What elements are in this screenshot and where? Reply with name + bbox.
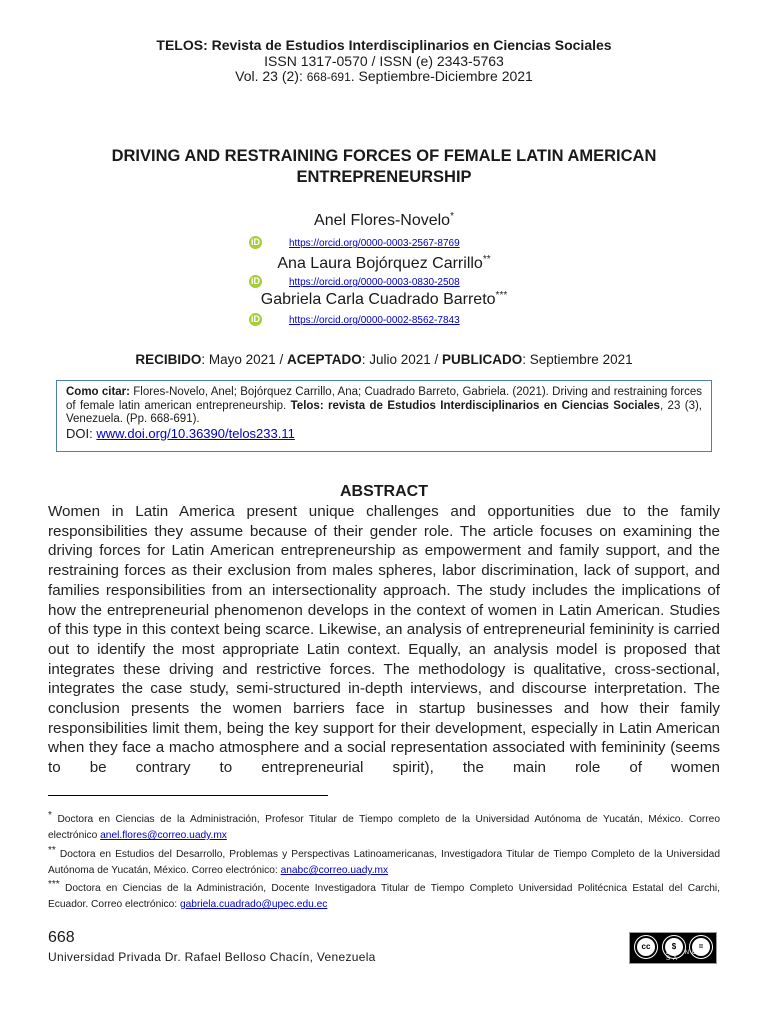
journal-title: TELOS: Revista de Estudios Interdisciplinarios en Ciencias Sociales bbox=[156, 37, 612, 53]
orcid-link-1[interactable]: https://orcid.org/0000-0003-2567-8769 bbox=[289, 238, 460, 249]
author-footnote-mark: ** bbox=[482, 254, 491, 265]
footnote-2: ** Doctora en Estudios del Desarrollo, Problemas y Perspectivas Latinoamericanas, Investigadora Titular de Tiempo Completo de la Universidad Autónoma de Yucatán, México. Correo electrónico: anabc@correo.uady.mx bbox=[48, 845, 720, 876]
volume-prefix: Vol. 23 (2): bbox=[235, 68, 307, 84]
abstract-text: Women in Latin America present unique challenges and opportunities due to the family responsibilities they assume because of their gender role. The article focuses on examining the driving forces for Latin American entrepreneurship as empowerment and family support, and the restraining forces as their exclusion from males spheres, labor discrimination, lack of support, and families responsibilities from an intersectionality approach. The study includes the implications of how the entrepreneurial phenomenon develops in the context of women in Latin American. Studies of this type in this context being scarce. Likewise, an analysis of entrepreneurial femininity is carried out to identify the most appropriate Latin context. Equally, an analysis model is proposed that integrates these driving and restrictive forces. The methodology is qualitative, cross-sectional, integrates the case study, semi-structured in-depth interviews, and discourse interpretation. The conclusion presents the women barriers face in startup businesses and how their family responsibilities limit them, being the key support for their development, especially in Latin American when they face a macho atmosphere and a social representation associated with femininity (seems to be contrary to entrepreneurial spirit), the main role of women bbox=[48, 503, 720, 777]
creative-commons-license-icon[interactable] bbox=[629, 932, 717, 964]
footnote-divider bbox=[48, 795, 328, 796]
cc-icon: cc bbox=[635, 936, 657, 958]
volume-pages: 668-691 bbox=[306, 70, 351, 84]
doi-link[interactable]: www.doi.org/10.36390/telos233.11 bbox=[96, 425, 295, 441]
citation-box bbox=[56, 380, 712, 452]
article-title-line2: ENTREPRENEURSHIP bbox=[296, 168, 472, 186]
journal-volume bbox=[0, 68, 768, 84]
volume-suffix: . Septiembre-Diciembre 2021 bbox=[350, 68, 533, 84]
orcid-icon[interactable]: iD bbox=[251, 237, 260, 247]
sharealike-icon: = bbox=[690, 936, 712, 958]
orcid-icon[interactable]: iD bbox=[251, 276, 260, 286]
orcid-link-2[interactable]: https://orcid.org/0000-0003-0830-2508 bbox=[289, 277, 460, 288]
email-link[interactable]: gabriela.cuadrado@upec.edu.ec bbox=[179, 899, 328, 910]
page-number: 668 bbox=[48, 929, 75, 946]
footnote-3: *** Doctora en Ciencias de la Administración, Docente Investigadora Titular de Tiempo Completo Universidad Politécnica Estatal del Carchi, Ecuador. Correo electrónico: gabriela.cuadrado@upec.edu.ec bbox=[48, 879, 720, 910]
citation-doi: DOI: www.doi.org/10.36390/telos233.11 bbox=[66, 425, 295, 441]
author-name-2: Ana Laura Bojórquez Carrillo** bbox=[277, 254, 491, 272]
author-footnote-mark: *** bbox=[495, 290, 508, 301]
university-name: Universidad Privada Dr. Rafael Belloso Chacín, Venezuela bbox=[48, 950, 376, 964]
article-title-line1: DRIVING AND RESTRAINING FORCES OF FEMALE LATIN AMERICAN bbox=[111, 147, 657, 165]
orcid-link-3[interactable]: https://orcid.org/0000-0002-8562-7843 bbox=[289, 315, 460, 326]
license-label: BY NC SA bbox=[666, 950, 700, 962]
article-title bbox=[40, 146, 728, 188]
publication-dates: RECIBIDO: Mayo 2021 / ACEPTADO: Julio 2021 / PUBLICADO: Septiembre 2021 bbox=[135, 352, 633, 367]
noncommercial-icon: $ bbox=[663, 936, 685, 958]
journal-issn: ISSN 1317-0570 / ISSN (e) 2343-5763 bbox=[264, 53, 504, 69]
footnote-1: * Doctora en Ciencias de la Administración, Profesor Titular de Tiempo completo de la Universidad Autónoma de Yucatán, México. Correo electrónico anel.flores@correo.uady.mx bbox=[48, 810, 720, 841]
orcid-icon[interactable]: iD bbox=[251, 314, 260, 324]
abstract-heading: ABSTRACT bbox=[340, 483, 428, 500]
author-footnote-mark: * bbox=[450, 211, 454, 222]
author-name-1: Anel Flores-Novelo* bbox=[314, 211, 454, 229]
email-link[interactable]: anel.flores@correo.uady.mx bbox=[100, 830, 227, 841]
author-name-3: Gabriela Carla Cuadrado Barreto*** bbox=[260, 290, 508, 308]
citation-text: Como citar: Flores-Novelo, Anel; Bojórquez Carrillo, Ana; Cuadrado Barreto, Gabriela. (2021). Driving and restraining forces of female latin american entrepreneurship. Telos: revista de Estudios Interdisciplinarios en Ciencias Sociales, 23 (3), Venezuela. (Pp. 668-691). bbox=[66, 386, 702, 425]
email-link[interactable]: anabc@correo.uady.mx bbox=[280, 865, 389, 876]
